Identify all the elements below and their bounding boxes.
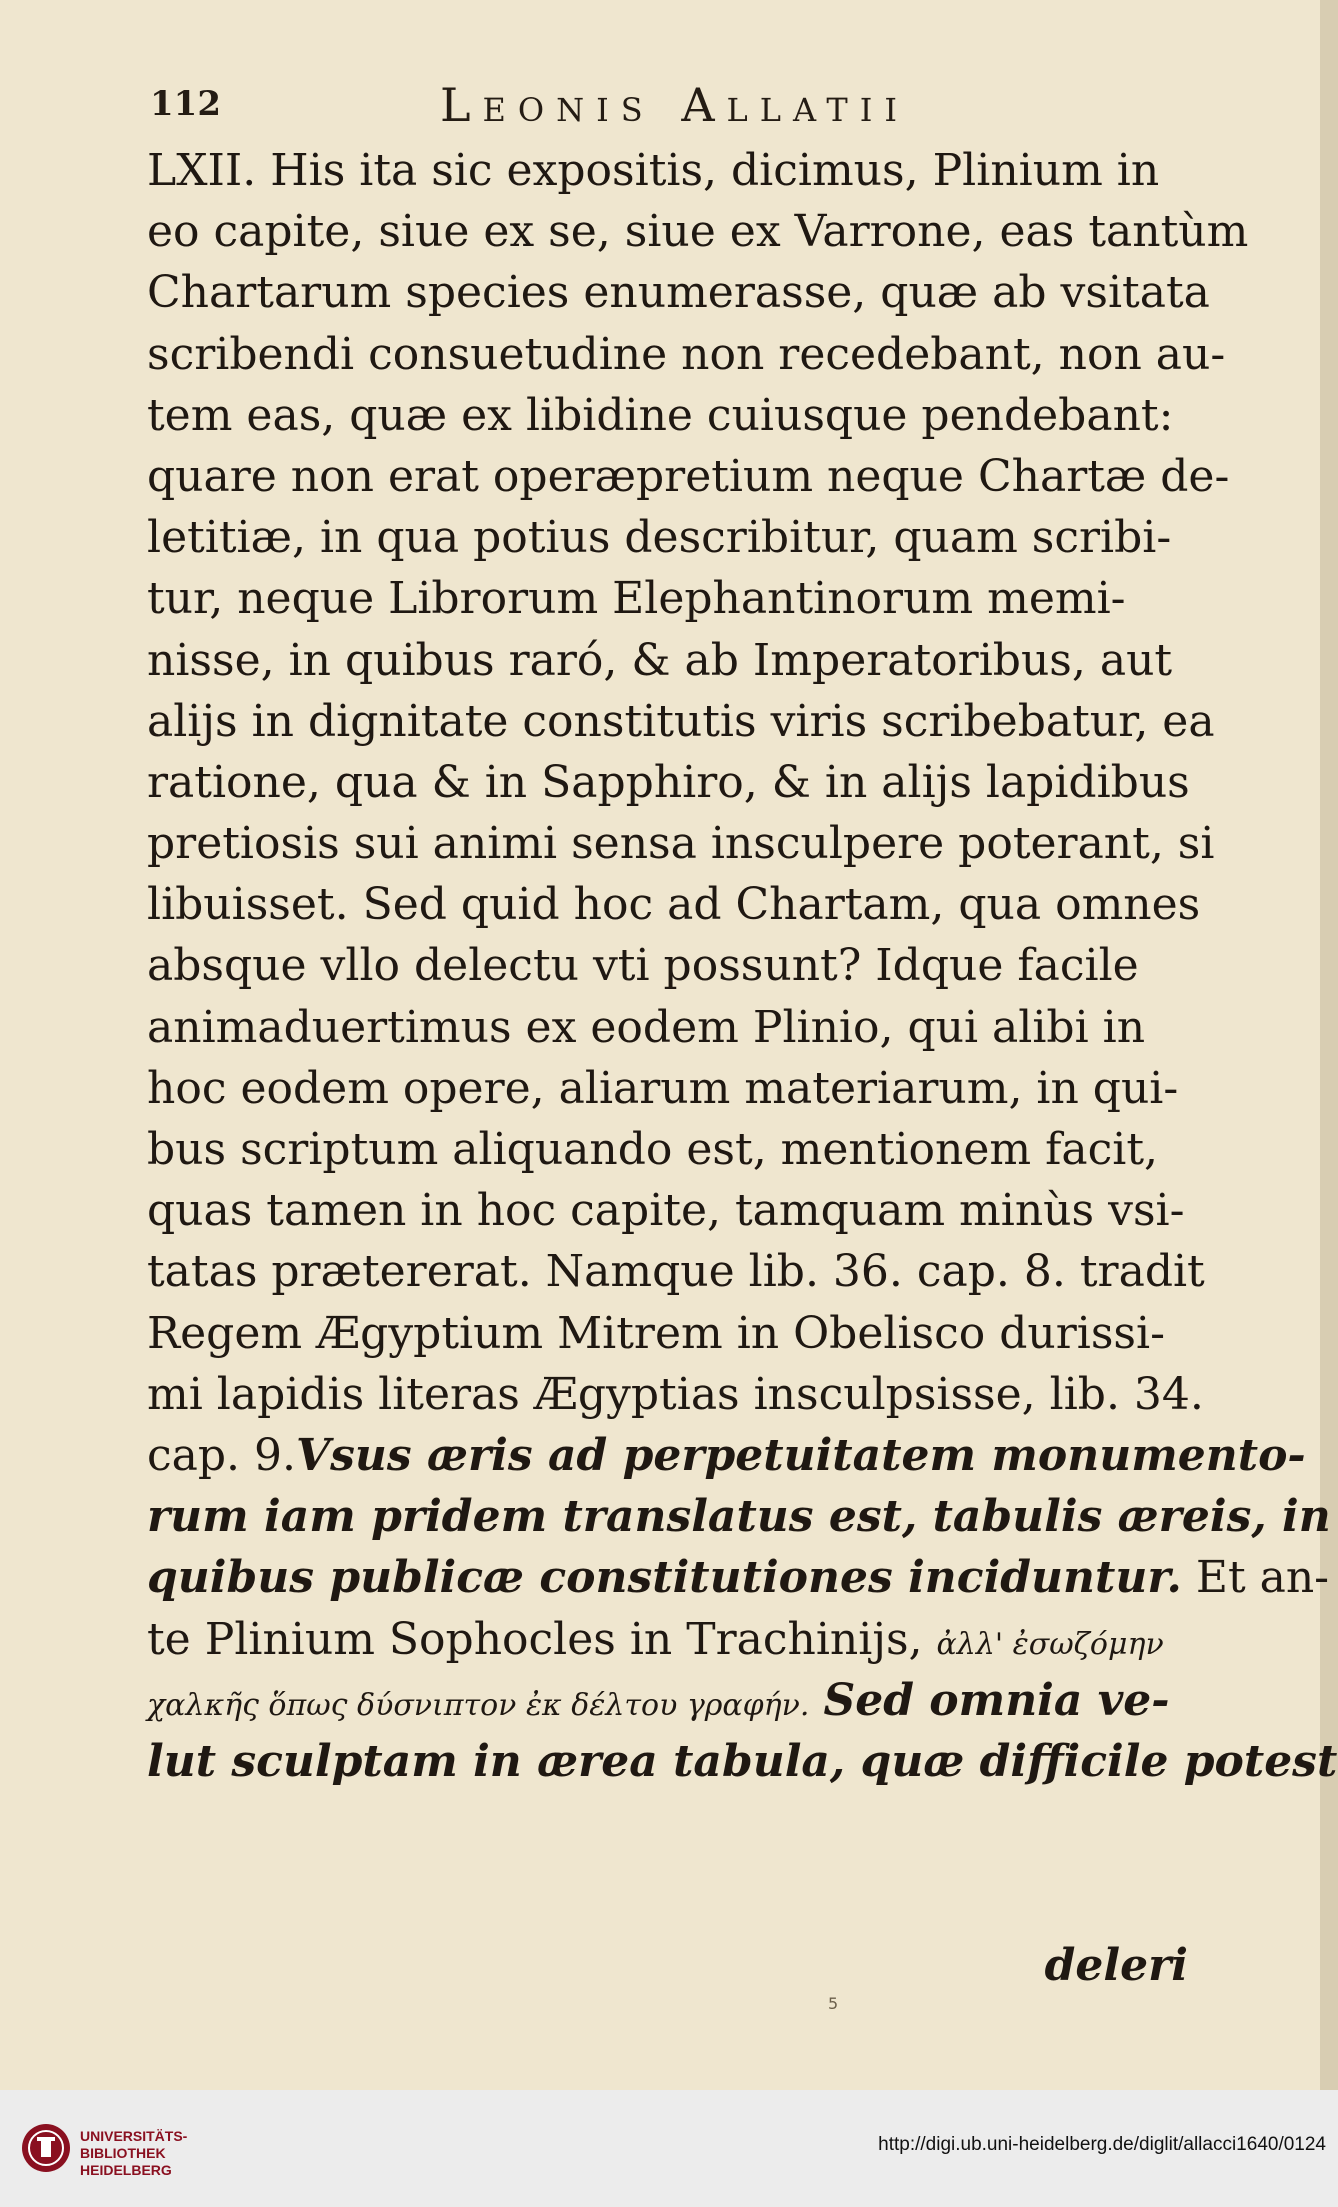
source-url-link[interactable]: http://digi.ub.uni-heidelberg.de/diglit/allacci1640/0124 <box>878 2134 1326 2155</box>
library-name-line: UNIVERSITÄTS- <box>80 2128 188 2144</box>
text-line: quare non erat operæpretium neque Chartæ de- <box>147 450 1230 502</box>
library-name-line: HEIDELBERG <box>80 2162 172 2178</box>
text-line: LXII. His ita sic expositis, dicimus, Plinium in <box>147 145 1160 196</box>
italic-quotation: Vsus æris ad perpetuitatem monumento- <box>296 1429 1306 1481</box>
page-number: 112 <box>150 84 221 124</box>
signature-mark: 5 <box>828 1994 839 2013</box>
text-line: Chartarum species enumerasse, quæ ab vsitata <box>147 267 1210 319</box>
viewer-footer <box>0 2090 1338 2207</box>
text-line: hoc eodem opere, aliarum materiarum, in qui- <box>147 1062 1179 1114</box>
page-header <box>150 78 1230 138</box>
text-line: quas tamen in hoc capite, tamquam minùs vsi- <box>147 1185 1185 1237</box>
text-line: tur, neque Librorum Elephantinorum memi- <box>147 573 1126 625</box>
italic-quotation: Sed omnia ve- <box>823 1674 1170 1726</box>
text-line: Regem Ægyptium Mitrem in Obelisco durissi- <box>147 1307 1165 1359</box>
text-line: tatas prætererat. Namque lib. 36. cap. 8. tradit <box>147 1246 1205 1298</box>
text-line: libuisset. Sed quid hoc ad Chartam, qua omnes <box>147 879 1201 931</box>
text-line <box>147 1609 1222 1670</box>
text-line: mi lapidis literas Ægyptias insculpsisse, lib. 34. <box>147 1368 1204 1420</box>
text-line: letitiæ, in qua potius describitur, quam scribi- <box>147 512 1172 564</box>
running-head: Leonis Allatii <box>440 78 910 132</box>
body-text <box>147 140 1338 1792</box>
text-line: animaduertimus ex eodem Plinio, qui alibi in <box>147 1001 1146 1053</box>
text-line: pretiosis sui animi sensa insculpere poterant, si <box>147 818 1215 870</box>
italic-quotation: quibus publicæ constitutiones inciduntur. <box>147 1552 1182 1604</box>
library-name <box>80 2128 187 2179</box>
roman-text: te Plinium Sophocles in Trachinijs, <box>147 1613 923 1665</box>
library-seal-icon <box>20 2122 72 2174</box>
text-line: alijs in dignitate constitutis viris scribebatur, ea <box>147 695 1215 747</box>
greek-quotation: χαλκῆς ὅπως δύσνιπτον ἐκ δέλτου γραφήν. <box>147 1687 810 1723</box>
text-line: scribendi consuetudine non recedebant, non au- <box>147 328 1226 380</box>
text-line: eo capite, siue ex se, siue ex Varrone, eas tantùm <box>147 206 1249 258</box>
text-line: ratione, qua & in Sapphiro, & in alijs lapidibus <box>147 756 1190 808</box>
library-name-line: BIBLIOTHEK <box>80 2145 166 2161</box>
text-line <box>147 1425 1306 1486</box>
text-line <box>147 1486 1331 1547</box>
italic-quotation: lut sculptam in ærea tabula, quæ difficile potest <box>147 1735 1338 1787</box>
catchword: deleri <box>1044 1940 1188 1991</box>
text-line <box>147 1670 1222 1731</box>
text-line <box>147 1547 1330 1608</box>
text-line: absque vllo delectu vti possunt? Idque facile <box>147 940 1139 992</box>
roman-text: Et an- <box>1195 1552 1330 1604</box>
text-line <box>147 1731 1338 1792</box>
italic-quotation: rum iam pridem translatus est, tabulis æreis, in <box>147 1491 1331 1543</box>
text-line: bus scriptum aliquando est, mentionem facit, <box>147 1124 1158 1175</box>
greek-quotation: ἀλλ' ἐσωζόμην <box>936 1626 1164 1662</box>
roman-text: cap. 9. <box>147 1429 296 1481</box>
text-line: nisse, in quibus raró, & ab Imperatoribus, aut <box>147 634 1173 686</box>
text-line: tem eas, quæ ex libidine cuiusque pendebant: <box>147 389 1174 441</box>
